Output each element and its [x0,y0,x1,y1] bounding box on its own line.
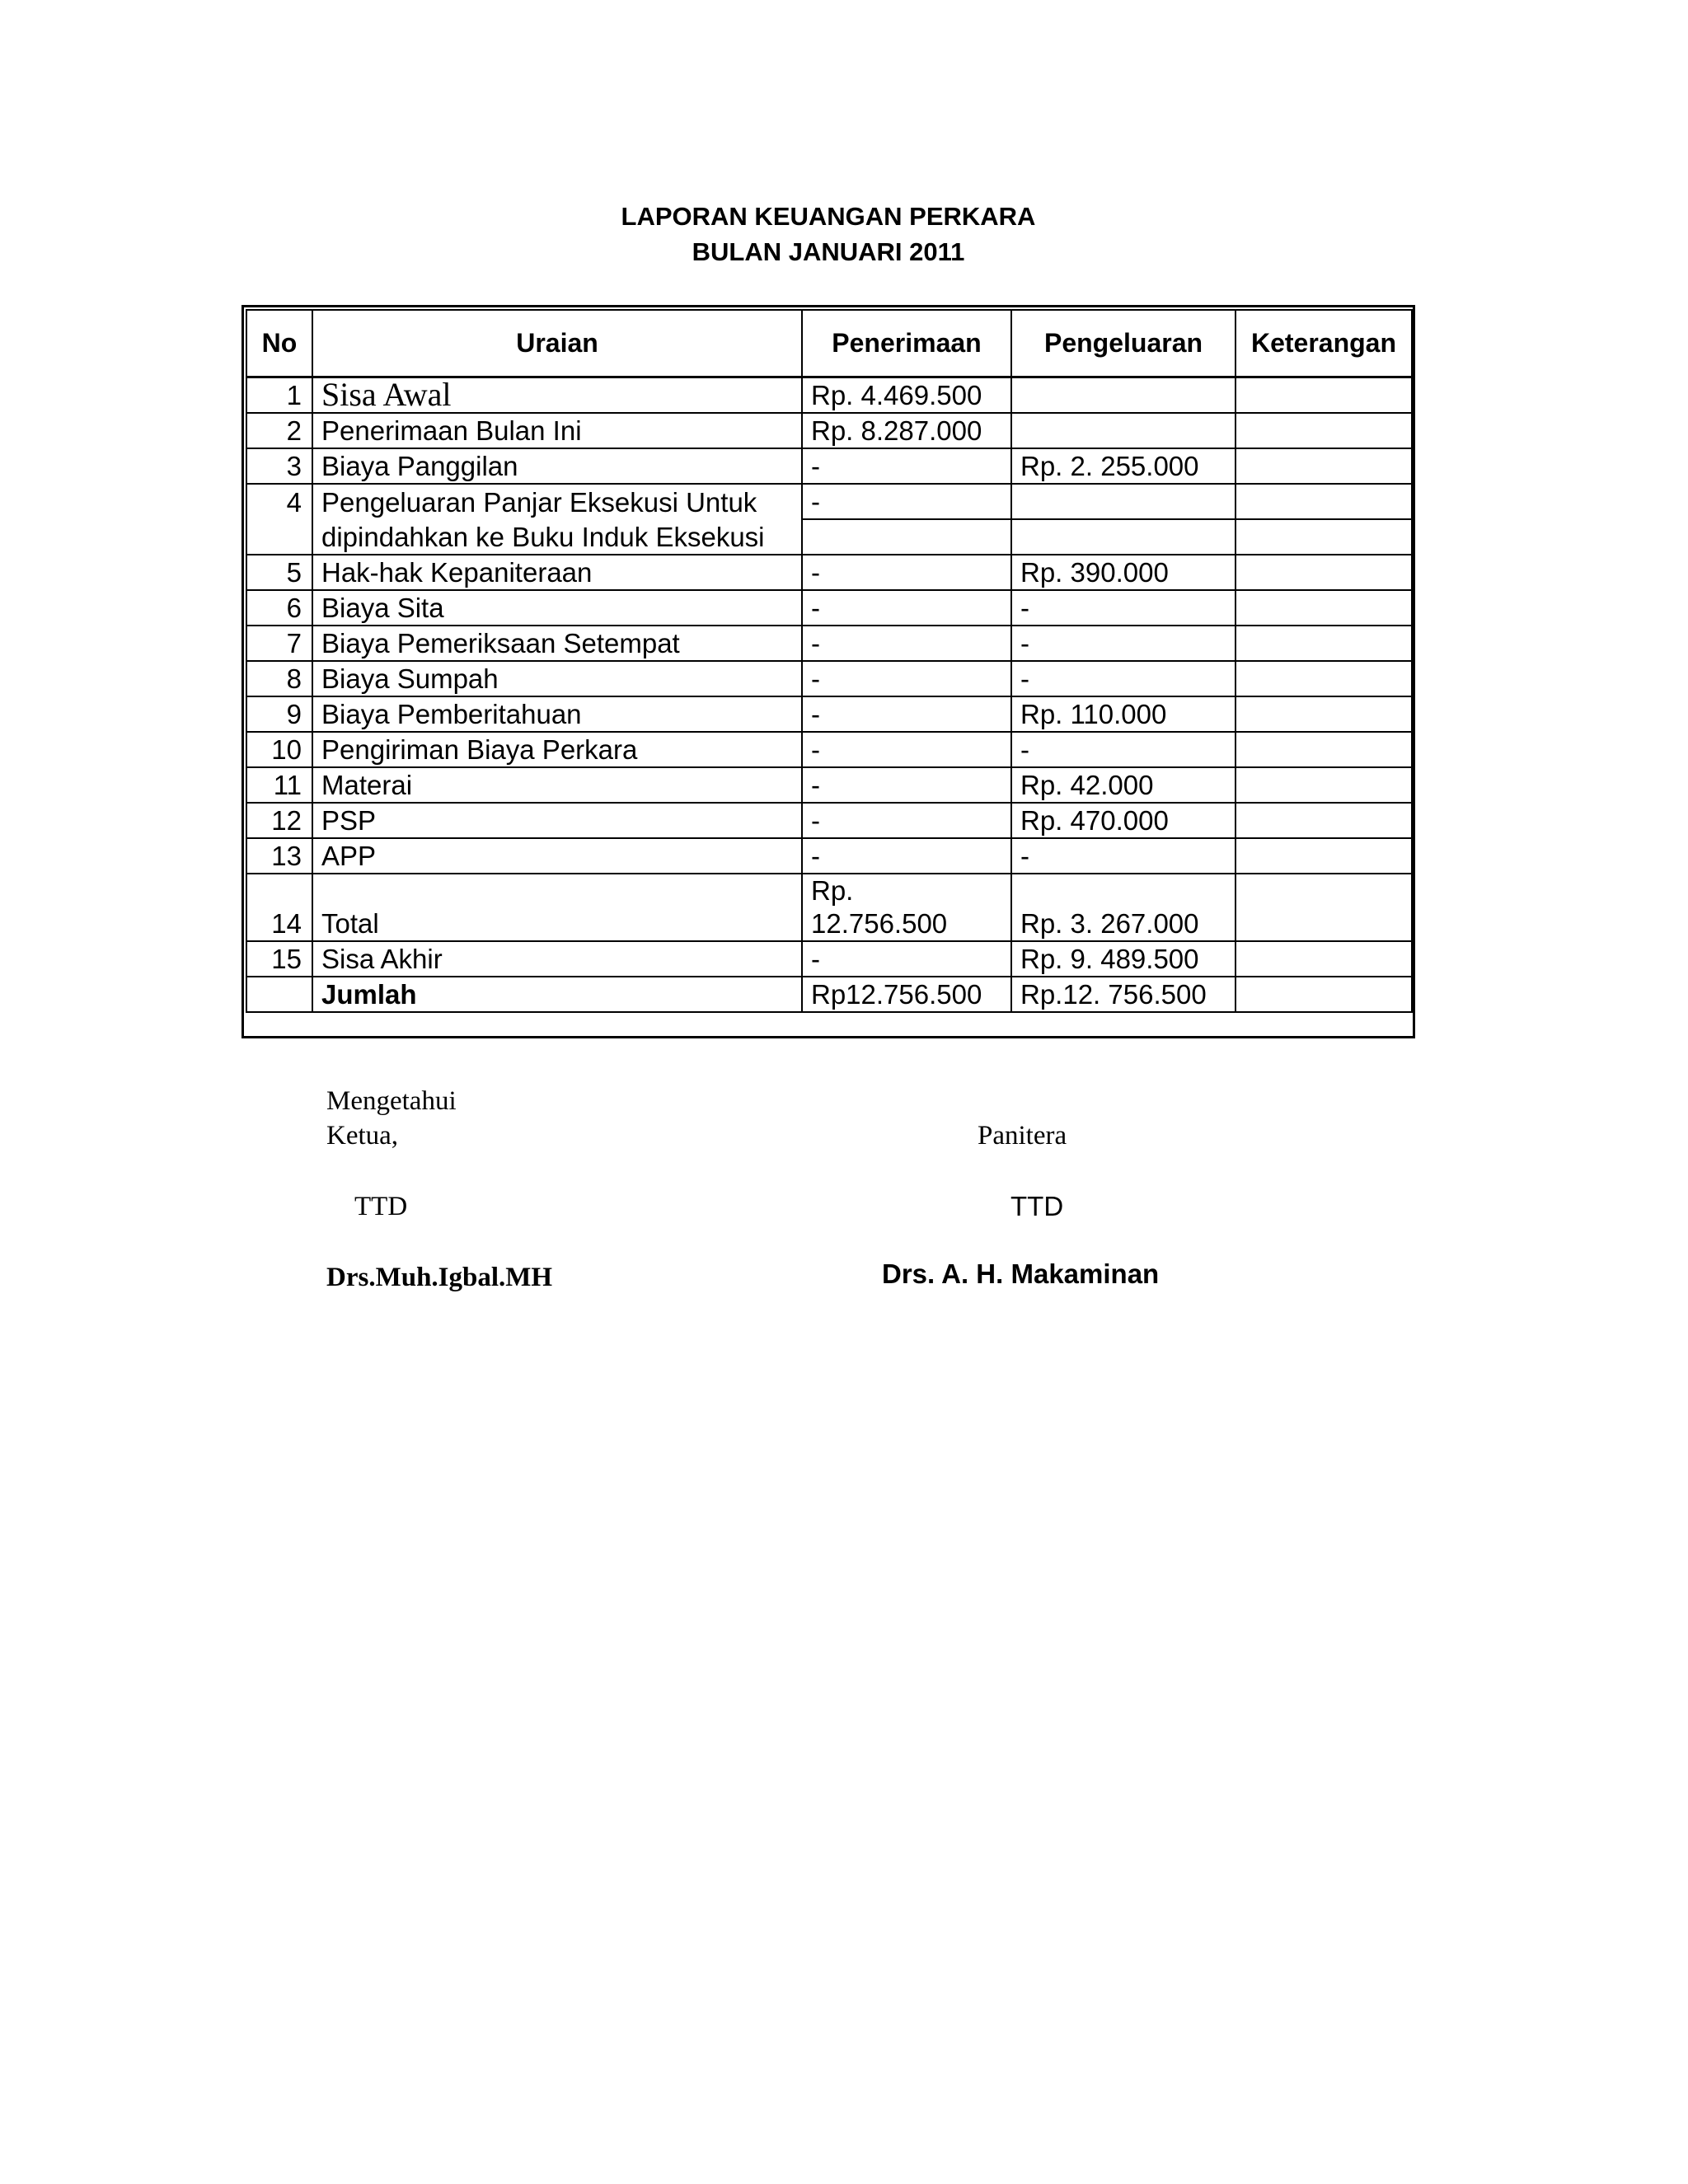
row-pengeluaran: Rp. 3. 267.000 [1011,874,1236,941]
row-no: 10 [246,732,312,767]
row-keterangan [1236,413,1412,448]
table-row [246,941,1412,977]
row-uraian: Biaya Pemberitahuan [312,696,802,732]
row-penerimaan: - [802,732,1011,767]
row-uraian: Sisa Akhir [312,941,802,977]
table-row [246,555,1412,590]
table-row [246,874,1412,941]
row-no: 7 [246,626,312,661]
row-uraian: Total [312,874,802,941]
row-keterangan [1236,874,1412,941]
row-penerimaan: Rp. 4.469.500 [802,377,1011,414]
row-keterangan [1236,941,1412,977]
row-keterangan [1236,767,1412,803]
row-no: 13 [246,838,312,874]
row-pengeluaran: - [1011,732,1236,767]
row-uraian: Biaya Sita [312,590,802,626]
row-no: 4 [246,484,312,555]
row-penerimaan: Rp12.756.500 [802,977,1011,1012]
table-row [246,484,1412,519]
row-keterangan [1236,484,1412,519]
row-pengeluaran: Rp. 42.000 [1011,767,1236,803]
table-row [246,590,1412,626]
row-keterangan [1236,977,1412,1012]
table-header-row [246,310,1412,377]
row-keterangan [1236,696,1412,732]
row-uraian: Materai [312,767,802,803]
header-penerimaan: Penerimaan [802,310,1011,377]
row-pengeluaran: Rp.12. 756.500 [1011,977,1236,1012]
table-row [246,413,1412,448]
row-pengeluaran: Rp. 110.000 [1011,696,1236,732]
row-no: 9 [246,696,312,732]
row-penerimaan: - [802,696,1011,732]
row-pengeluaran: Rp. 9. 489.500 [1011,941,1236,977]
row-penerimaan [802,874,1011,941]
table-row [246,519,1412,555]
table-row [246,448,1412,484]
ttd-left: TTD [354,1192,408,1221]
row-uraian: Jumlah [312,977,802,1012]
name-left: Drs.Muh.Igbal.MH [326,1263,553,1292]
row-penerimaan: - [802,767,1011,803]
row-keterangan [1236,838,1412,874]
row-pengeluaran [1011,413,1236,448]
header-uraian: Uraian [312,310,802,377]
row-no: 1 [246,377,312,414]
ketua-label: Ketua, [326,1121,399,1151]
row-keterangan [1236,590,1412,626]
row-keterangan [1236,803,1412,838]
table-row [246,803,1412,838]
row-penerimaan: - [802,626,1011,661]
row-keterangan [1236,732,1412,767]
row-pengeluaran [1011,377,1236,414]
table-row [246,696,1412,732]
row-keterangan [1236,661,1412,696]
row-uraian: Biaya Sumpah [312,661,802,696]
row-uraian: PSP [312,803,802,838]
row-no: 5 [246,555,312,590]
row-keterangan [1236,519,1412,555]
header-no: No [246,310,312,377]
row-pengeluaran [1011,484,1236,519]
row-uraian: Hak-hak Kepaniteraan [312,555,802,590]
row-keterangan [1236,448,1412,484]
row-uraian: Sisa Awal [312,377,802,414]
report-subtitle: BULAN JANUARI 2011 [692,237,965,266]
row-uraian: Biaya Pemeriksaan Setempat [312,626,802,661]
table-row [246,626,1412,661]
row-penerimaan: - [802,590,1011,626]
table-row [246,838,1412,874]
row-penerimaan: - [802,838,1011,874]
row-no: 3 [246,448,312,484]
row-pengeluaran: - [1011,661,1236,696]
table-row [246,767,1412,803]
row-pengeluaran: Rp. 2. 255.000 [1011,448,1236,484]
row-pengeluaran: Rp. 470.000 [1011,803,1236,838]
row-uraian: Penerimaan Bulan Ini [312,413,802,448]
row-no: 2 [246,413,312,448]
row-pengeluaran: Rp. 390.000 [1011,555,1236,590]
row-penerimaan: - [802,448,1011,484]
row-keterangan [1236,626,1412,661]
table-row [246,377,1412,414]
row-pengeluaran: - [1011,838,1236,874]
table-row-total [246,977,1412,1012]
row-penerimaan: - [802,484,1011,519]
ttd-right: TTD [1010,1191,1064,1221]
row-no: 12 [246,803,312,838]
row-penerimaan: - [802,555,1011,590]
row-no: 11 [246,767,312,803]
row-uraian: Pengiriman Biaya Perkara [312,732,802,767]
row-penerimaan: - [802,941,1011,977]
mengetahui-label: Mengetahui [326,1086,457,1116]
row-no: 14 [246,874,312,941]
header-pengeluaran: Pengeluaran [1011,310,1236,377]
row-penerimaan: - [802,661,1011,696]
row-pengeluaran [1011,519,1236,555]
table-row [246,732,1412,767]
penerimaan-line-2: 12.756.500 [811,908,948,939]
penerimaan-line-1: Rp. [811,875,854,906]
table-row [246,661,1412,696]
row-penerimaan: - [802,803,1011,838]
row-keterangan [1236,555,1412,590]
row-no [246,977,312,1012]
row-pengeluaran: - [1011,590,1236,626]
row-keterangan [1236,377,1412,414]
row-uraian: Biaya Panggilan [312,448,802,484]
row-uraian: APP [312,838,802,874]
report-title: LAPORAN KEUANGAN PERKARA [621,202,1036,231]
row-no: 8 [246,661,312,696]
row-pengeluaran: - [1011,626,1236,661]
row-penerimaan [802,519,1011,555]
panitera-label: Panitera [978,1121,1067,1151]
name-right: Drs. A. H. Makaminan [882,1258,1160,1289]
header-keterangan: Keterangan [1236,310,1412,377]
finance-table [246,309,1413,1013]
row-penerimaan: Rp. 8.287.000 [802,413,1011,448]
row-no: 6 [246,590,312,626]
row-uraian: Pengeluaran Panjar Eksekusi Untuk [312,484,802,519]
row-no: 15 [246,941,312,977]
row-uraian: dipindahkan ke Buku Induk Eksekusi [312,519,802,555]
